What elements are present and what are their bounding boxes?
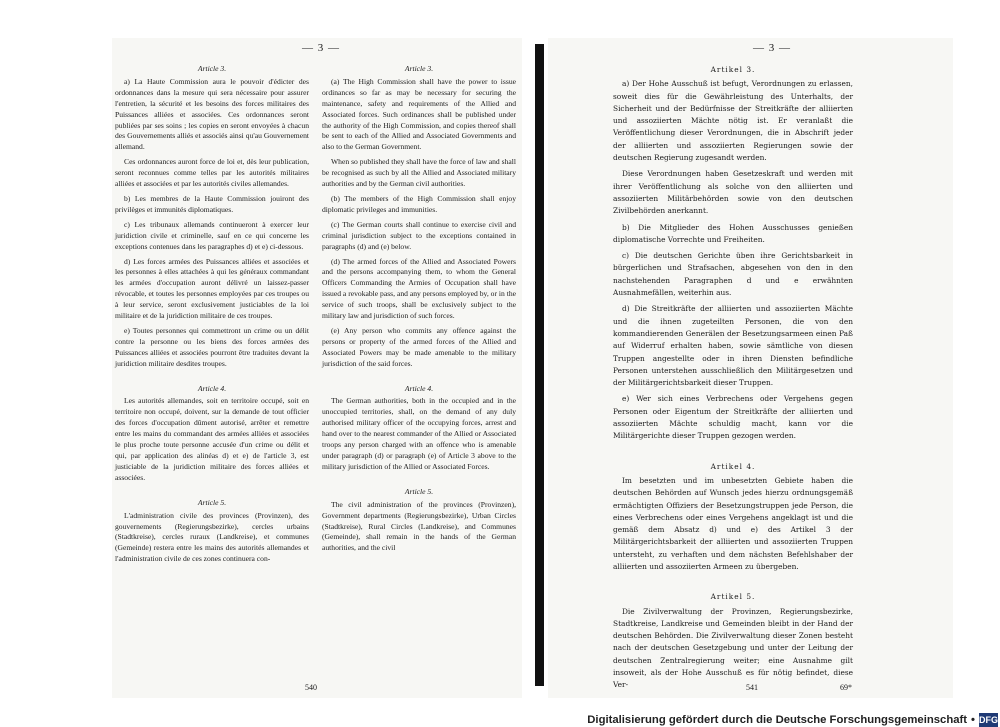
footer-banner — [587, 712, 998, 727]
left-folio: 540 — [305, 683, 317, 692]
paragraph: (a) The High Commission shall have the power to issue ordinances so far as may be necessary for securing the maintenance, safety and requirements of the Allied and Associated forces. Such ordinances shall be published under the authority of the High Commission, and copies thereof shall be sent to each of the Allied and Associated Governments and also to the German Government. — [322, 76, 516, 152]
paragraph: When so published they shall have the force of law and shall be recognised as such by all the Allied and Associated military authorities and by the German civil authorities. — [322, 157, 516, 189]
article-title: Article 5. — [197, 497, 227, 507]
english-article-3 — [322, 64, 516, 370]
article-title: Article 4. — [197, 383, 227, 393]
article-title: Article 3. — [404, 64, 434, 73]
book-gutter — [535, 44, 544, 686]
spacer — [322, 477, 516, 487]
paragraph: a) Der Hohe Ausschuß ist befugt, Verordnungen zu erlassen, soweit dies für die Gewährleistung des Unterhalts, der Sicherheit und der Bedürfnisse der Streitkräfte der alliierten und assoziierten Mächte nötig ist. Er veranlaßt die Veröffentlichung dieser Verordnungen, die in Abschrift jeder der alliierten und assoziierten Regierungen sowie der deutschen Regierung zugesandt werden. — [613, 79, 853, 163]
german-article-4 — [613, 461, 853, 574]
french-article-4 — [115, 384, 309, 484]
article-title: Artikel 3. — [710, 65, 756, 74]
paragraph: (d) The armed forces of the Allied and Associated Powers and the persons accompanying them, to whom the General Officers Commanding the Armies of Occupation shall have issued a revokable pass, and any persons employed by, or in the service of such troops, shall be exclusively subject to the military law and jurisdiction of such forces. — [322, 256, 516, 321]
paragraph: e) Toutes personnes qui commettront un crime ou un délit contre la personne ou les biens des forces armées des Puissances alliées et associées pourront être traduites devant la juridiction militaire desdites troupes. — [115, 325, 309, 368]
paragraph: Die Zivilverwaltung der Provinzen, Regierungsbezirke, Stadtkreise, Landkreise und Gemeinden bleibt in der Hand der deutschen Behörden. Die Zivilverwaltung dieser Zonen besteht nach der deutschen Gesetzgebung und unter der Leitung der deutschen Zentralregierung weiter; eine Ausnahme gilt insoweit, als der Hohe Ausschuß es für nötig befindet, diese Ver- — [613, 606, 853, 690]
right-page-number: — 3 — — [753, 42, 791, 54]
footer-text: Digitalisierung gefördert durch die Deutsche Forschungsgemeinschaft — [587, 713, 968, 726]
english-column — [322, 64, 516, 558]
footer-bullet: • — [971, 713, 975, 726]
spacer — [613, 577, 853, 591]
german-article-3 — [613, 64, 853, 443]
right-page — [548, 38, 953, 698]
paragraph: e) Wer sich eines Verbrechens oder Vergehens gegen Personen oder Eigentum der Streitkräfte der alliierten und assoziierten Mächte schuldig macht, kann vor die Militärgerichte dieser Truppen gezogen werden. — [613, 394, 853, 441]
paragraph: (c) The German courts shall continue to exercise civil and criminal jurisdiction subject to the exceptions contained in paragraphs (d) and (e) below. — [322, 219, 516, 251]
french-article-3 — [115, 64, 309, 370]
left-page-number: — 3 — — [302, 42, 340, 54]
dfg-logo[interactable]: DFG — [979, 714, 998, 725]
paragraph: b) Les membres de la Haute Commission jouiront des privilèges et immunités diplomatiques. — [115, 193, 309, 214]
left-page — [112, 38, 522, 698]
paragraph: Ces ordonnances auront force de loi et, dès leur publication, seront reconnues comme telles par les autorités militaires alliées et associées et par les autorités civiles allemandes. — [115, 157, 309, 189]
paragraph: d) Die Streitkräfte der alliierten und assoziierten Mächte und die ihnen zugeteilten Personen, die von den kommandierenden Generälen der Besetzungsarmeen einen Paß auf Widerruf erhalten haben, sowie sämtliche von diesen Truppen angestellte oder in ihren Diensten befindliche Personen unterstehen ausschließlich den Militärgesetzen und der Militärgerichtsbarkeit dieser Truppen. — [613, 304, 853, 388]
spacer — [322, 374, 516, 384]
german-article-5 — [613, 591, 853, 691]
paragraph: b) Die Mitglieder des Hohen Ausschusses genießen diplomatische Vorrechte und Freiheiten. — [613, 222, 853, 244]
paragraph: c) Die deutschen Gerichte üben ihre Gerichtsbarkeit in bürgerlichen und Strafsachen, abgesehen von den in den nachstehenden Paragraphen d und e erwähnten Ausnahmefällen, weiterhin aus. — [613, 251, 853, 298]
paragraph: Les autorités allemandes, soit en territoire occupé, soit en territoire non occupé, doivent, sur la demande de tout officier des forces d'occupation dûment autorisé, arrêter et remettre entre les mains du commandant des armées alliées et associées le plus proche toute personne accusée d'un crime ou délit et qui, par application des alinéas d) et e) de l'article 3, est justiciable de la juridiction militaire des forces alliées et associées. — [115, 396, 309, 482]
paragraph: The German authorities, both in the occupied and in the unoccupied territories, shall, on the demand of any duly authorised military officer of the occupying forces, arrest and hand over to the nearest commander of the Allied or Associated troops any person charged with an offence who is amenable under paragraph (d) or paragraph (e) of Article 3 above to the military jurisdiction of the Allied or Associated Forces. — [322, 396, 516, 471]
article-title: Article 5. — [404, 486, 434, 496]
article-title: Artikel 4. — [710, 461, 756, 471]
paragraph: (b) The members of the High Commission shall enjoy diplomatic privileges and immunities. — [322, 193, 516, 214]
paragraph: The civil administration of the provinces (Provinzen), Government departments (Regierungsbezirke), Urban Circles (Stadtkreise), Rural Circles (Landkreise), and Communes (Gemeinde), shall remain in the hands of the German authorities, and the civil — [322, 499, 516, 553]
right-folio: 541 — [746, 683, 758, 692]
english-article-4 — [322, 384, 516, 473]
german-column — [613, 64, 853, 696]
article-title: Article 3. — [197, 64, 227, 73]
paragraph: Diese Verordnungen haben Gesetzeskraft und werden mit ihrer Veröffentlichung als solche von den alliierten und assoziierten Militärbehörden sowie von den deutschen Zivilbehörden anerkannt. — [613, 169, 853, 216]
signature-mark: 69* — [840, 683, 852, 692]
paragraph: Im besetzten und im unbesetzten Gebiete haben die deutschen Behörden auf Wunsch jedes hierzu ordnungsgemäß ermächtigten Offiziers der Besetzungstruppen jede Person, die eines Verbrechens oder eines Vergehens angeklagt ist und die gemäß dem Absatz d) und e) des Artikel 3 der Militärgerichtsbarkeit der alliierten und assoziierten Truppen untersteht, zu verhaften und dem nächsten Befehlshaber der alliierten und assoziierten Armeen zu übergeben. — [613, 475, 853, 571]
paragraph: d) Les forces armées des Puissances alliées et associées et les personnes à elles attachées à qui les généraux commandant les armées d'occupation auront délivré un laissez-passer révocable, et toutes les personnes employées par ces troupes ou à leur service, seront exclusivement justiciables de la loi militaire et de la juridiction militaire de ces troupes. — [115, 256, 309, 321]
paragraph: (e) Any person who commits any offence against the persons or property of the armed forces of the Allied and Associated Powers may be made amenable to the military jurisdiction of the said forces. — [322, 325, 516, 368]
spacer — [613, 447, 853, 461]
french-article-5 — [115, 498, 309, 565]
french-column — [115, 64, 309, 569]
paragraph: L'administration civile des provinces (Provinzen), des gouvernements (Regierungsbezirke), cercles urbains (Stadtkreise), cercles ruraux (Landkreise), et communes (Gemeinde) restera entre les mains des autorités allemandes et l'administration civile de ces zones continuera con- — [115, 510, 309, 564]
english-article-5 — [322, 487, 516, 554]
paragraph: c) Les tribunaux allemands continueront à exercer leur juridiction civile et criminelle, sauf en ce qui concerne les exceptions contenues dans les paragraphes d) et e) ci-dessous. — [115, 219, 309, 251]
article-title: Article 4. — [404, 383, 434, 393]
spacer — [115, 374, 309, 384]
paragraph: a) La Haute Commission aura le pouvoir d'édicter des ordonnances dans la mesure qui sera nécessaire pour assurer l'entretien, la sécurité et les besoins des forces militaires des Puissances alliées et associées. Ces ordonnances seront publiées par ses soins ; les copies en seront envoyées à chacun des Gouvernements alliés et associés ainsi qu'au Gouvernement allemand. — [115, 76, 309, 152]
spacer — [115, 488, 309, 498]
article-title: Artikel 5. — [710, 592, 756, 602]
